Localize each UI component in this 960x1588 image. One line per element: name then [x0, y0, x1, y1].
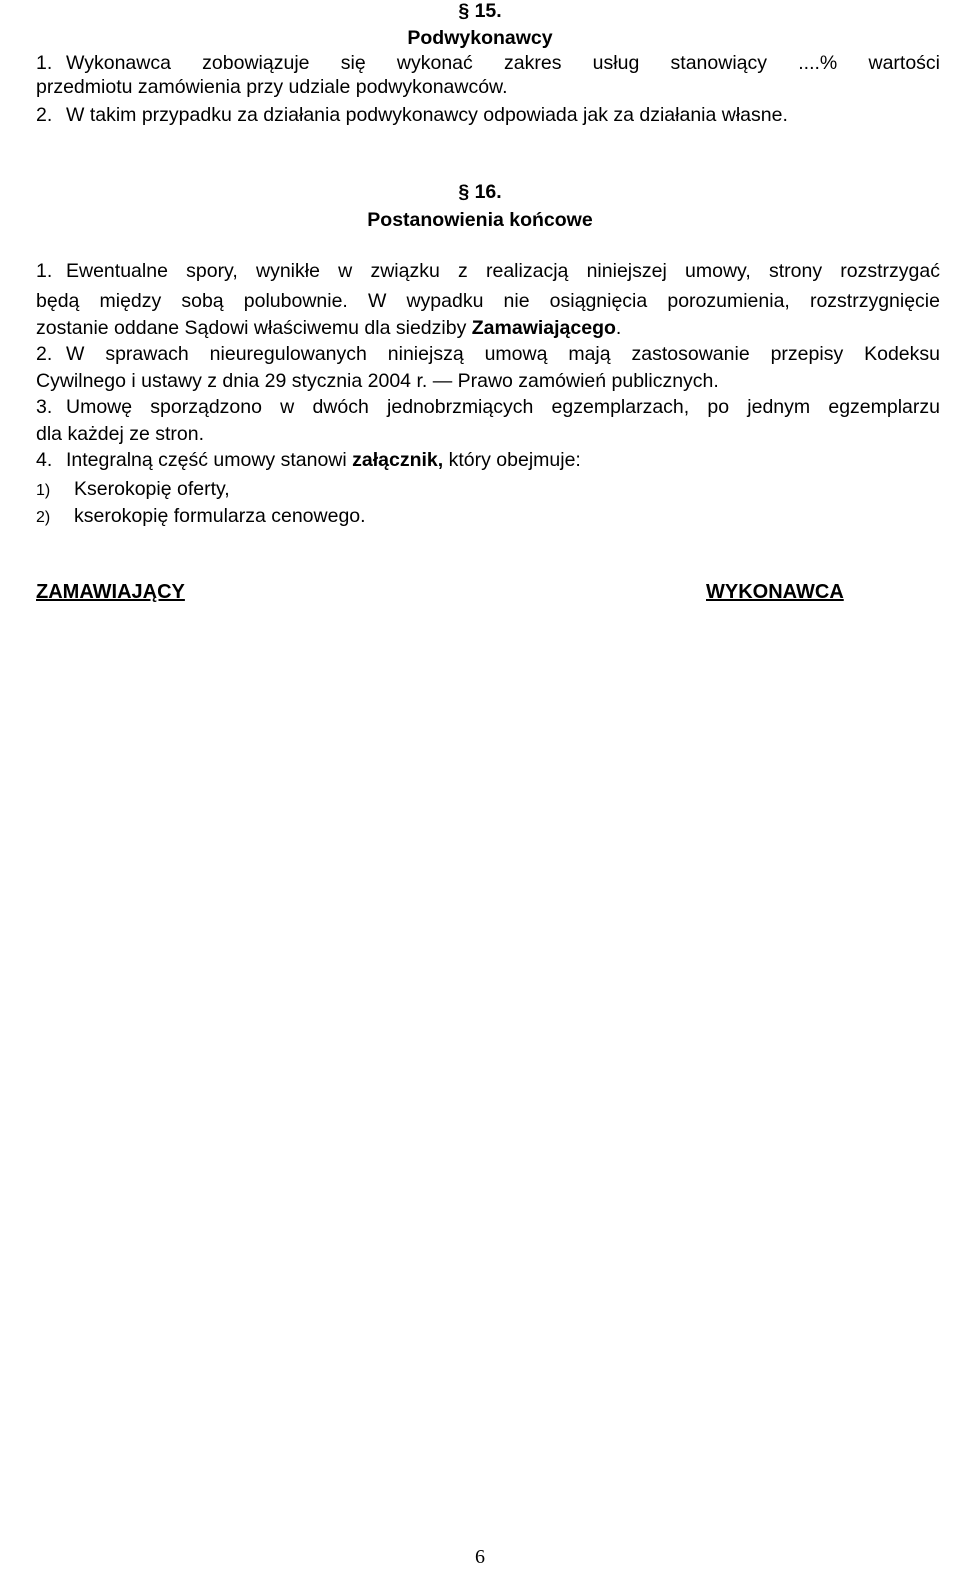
page-number: 6 — [475, 1546, 485, 1568]
section-15-number: § 15. — [458, 0, 502, 22]
section-16-title: Postanowienia końcowe — [367, 209, 593, 231]
s16-item-2-line-2 — [36, 369, 940, 393]
item-text: będą między sobą polubownie. W wypadku nie osiągnięcia porozumienia, rozstrzygnięcie — [36, 290, 940, 312]
sub-item-number: 2) — [36, 509, 51, 526]
s16-item-1-line-2 — [36, 289, 940, 313]
item-text: Cywilnego i ustawy z dnia 29 stycznia 2004 r. — Prawo zamówień publicznych. — [36, 370, 719, 392]
section-16-number: § 16. — [458, 181, 502, 203]
item-text: . — [615, 317, 622, 339]
s16-item-4-sub-1 — [36, 477, 940, 503]
sub-item-number: 1) — [36, 482, 51, 499]
s15-item-1-line-1 — [36, 51, 940, 75]
item-text: Ewentualne spory, wynikłe w związku z realizacją niniejszej umowy, strony rozstrzygać — [66, 260, 940, 282]
item-text: dla każdej ze stron. — [36, 423, 205, 445]
s16-item-4-sub-2 — [36, 504, 940, 530]
s16-item-2-line-1 — [36, 342, 940, 366]
item-text: Umowę sporządzono w dwóch jednobrzmiących egzemplarzach, po jednym egzemplarzu — [66, 396, 940, 418]
item-number: 4. — [36, 449, 53, 471]
s16-item-1-line-3 — [36, 316, 940, 340]
signature-zamawiajacy: ZAMAWIAJĄCY — [36, 581, 185, 603]
item-text-bold: załącznik, — [352, 449, 444, 471]
s16-item-3-line-1 — [36, 395, 940, 419]
item-text: przedmiotu zamówienia przy udziale podwykonawców. — [36, 76, 508, 98]
item-text: zostanie oddane Sądowi właściwemu dla siedziby — [36, 317, 472, 339]
item-text: Wykonawca zobowiązuje się wykonać zakres usług stanowiący ....% wartości — [66, 52, 940, 74]
signature-wykonawca: WYKONAWCA — [706, 581, 844, 603]
item-text: Integralną część umowy stanowi — [66, 449, 353, 471]
s15-item-1-line-2 — [36, 75, 940, 99]
section-15-title: Podwykonawcy — [407, 27, 553, 49]
sub-item-text: Kserokopię oferty, — [74, 478, 230, 500]
item-text: W sprawach nieuregulowanych niniejszą umową mają zastosowanie przepisy Kodeksu — [66, 343, 940, 365]
s15-item-2 — [36, 103, 940, 127]
item-number: 1. — [36, 260, 53, 282]
s16-item-4 — [36, 448, 940, 472]
item-number: 2. — [36, 104, 53, 126]
item-text: który obejmuje: — [443, 449, 581, 471]
item-number: 1. — [36, 52, 53, 74]
item-text-bold: Zamawiającego — [471, 317, 616, 339]
item-number: 2. — [36, 343, 53, 365]
item-text: W takim przypadku za działania podwykonawcy odpowiada jak za działania własne. — [66, 104, 788, 126]
sub-item-text: kserokopię formularza cenowego. — [74, 505, 366, 527]
item-number: 3. — [36, 396, 53, 418]
s16-item-3-line-2 — [36, 422, 940, 446]
s16-item-1-line-1 — [36, 259, 940, 283]
